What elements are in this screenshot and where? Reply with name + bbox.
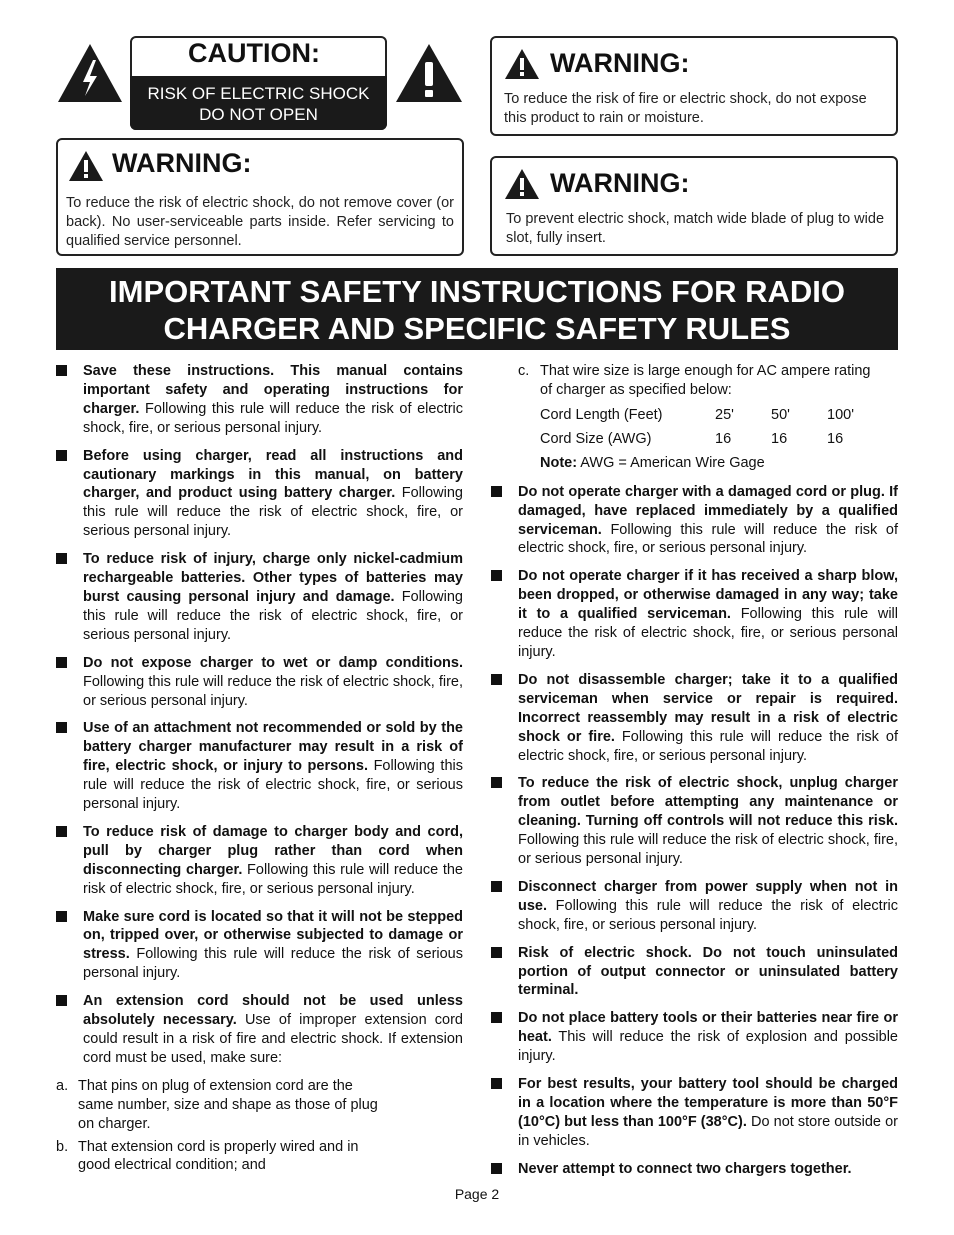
banner-line1: IMPORTANT SAFETY INSTRUCTIONS FOR RADIO bbox=[109, 274, 845, 309]
ext-item-a: a. That pins on plug of extension cord are the same number, size and shape as those of plug on charger. bbox=[56, 1077, 378, 1132]
square-bullet-icon bbox=[491, 570, 502, 581]
warning-box-moisture bbox=[490, 36, 898, 136]
safety-rule bbox=[56, 550, 463, 645]
safety-rule bbox=[491, 671, 898, 766]
safety-rule bbox=[56, 654, 463, 711]
rule-heading: Do not operate charger if it has received a sharp blow, been dropped, or otherwise damaged in any way; take it to a qualified serviceman. bbox=[518, 568, 898, 623]
right-column bbox=[491, 362, 898, 1188]
square-bullet-icon bbox=[491, 674, 502, 685]
rule-heading: To reduce the risk of electric shock, unplug charger from outlet before attempting any maintenance or cleaning. Turning off controls will not reduce this risk. bbox=[518, 775, 898, 830]
square-bullet-icon bbox=[56, 365, 67, 376]
rule-text: Following this rule will reduce the risk of electric shock, fire, or serious personal injury. bbox=[83, 673, 463, 709]
rule-heading: For best results, your battery tool should be charged in a location where the temperature is more than 50°F (10°C) but less than 100°F (38°C). bbox=[518, 1076, 898, 1130]
rule-heading: Never attempt to connect two chargers together. bbox=[518, 1160, 852, 1177]
safety-rule bbox=[491, 1075, 898, 1151]
page-number: Page 2 bbox=[454, 1186, 500, 1202]
cord-table bbox=[540, 404, 854, 452]
warning-title: WARNING: bbox=[550, 168, 690, 198]
ext-item-b: b. That extension cord is properly wired and in good electrical condition; and bbox=[56, 1138, 359, 1174]
rule-text: Following this rule will reduce the risk of electric shock, fire, or serious personal injury. bbox=[518, 728, 898, 764]
safety-rule bbox=[491, 483, 898, 559]
warning-text: To prevent electric shock, match wide blade of plug to wide slot, fully insert. bbox=[506, 211, 885, 246]
exclamation-triangle-icon bbox=[394, 42, 464, 104]
rule-heading: To reduce risk of injury, charge only nickel-cadmium rechargeable batteries. Other types of batteries may burst causing personal injury and damage. bbox=[83, 551, 463, 605]
warning-icon bbox=[68, 150, 104, 182]
electric-shock-icon bbox=[56, 42, 124, 104]
cord-table-row: Cord Size (AWG) 16 16 16 bbox=[540, 431, 844, 448]
safety-rule bbox=[491, 878, 898, 935]
square-bullet-icon bbox=[491, 1012, 502, 1023]
safety-rule bbox=[491, 944, 898, 1001]
square-bullet-icon bbox=[56, 826, 67, 837]
safety-rule bbox=[491, 774, 898, 869]
rule-heading: Do not expose charger to wet or damp conditions. bbox=[83, 654, 463, 671]
rule-heading: Use of an attachment not recommended or sold by the battery charger manufacturer may result in a risk of fire, electric shock, or injury to persons. bbox=[83, 720, 463, 775]
warning-title: WARNING: bbox=[550, 48, 690, 78]
cord-table-header-row: Cord Length (Feet) 25' 50' 100' bbox=[540, 407, 854, 424]
warning-box-plug bbox=[490, 156, 898, 256]
rule-text: Following this rule will reduce the risk of electric shock, fire, or serious personal injury. bbox=[518, 521, 898, 557]
rule-heading: Do not disassemble charger; take it to a qualified serviceman when service or repair is required. Incorrect reassembly may result in a risk of electric shock or fire. bbox=[518, 671, 898, 745]
rule-text: This will reduce the risk of explosion and possible injury. bbox=[518, 1029, 898, 1065]
caution-line2: DO NOT OPEN bbox=[199, 105, 318, 124]
rule-text: Following this rule will reduce the risk of electric shock, fire, or serious personal injury. bbox=[83, 588, 463, 643]
warning-box-cover bbox=[56, 138, 464, 256]
cord-note: Note: AWG = American Wire Gage bbox=[540, 454, 765, 471]
rule-heading: Risk of electric shock. Do not touch uninsulated portion of output connector or uninsulated battery terminal. bbox=[518, 944, 898, 999]
rule-heading: Do not operate charger with a damaged cord or plug. If damaged, have replaced immediately by a qualified serviceman. bbox=[518, 483, 898, 538]
square-bullet-icon bbox=[56, 911, 67, 922]
rule-text: Following this rule will reduce the risk of electric shock, fire, or serious personal injury. bbox=[518, 832, 898, 868]
rule-text: Use of improper extension cord could result in a risk of fire and electric shock. If extension cord must be used, make sure: bbox=[83, 1012, 464, 1066]
rule-heading: Disconnect charger from power supply when not in use. bbox=[518, 878, 898, 914]
square-bullet-icon bbox=[56, 450, 67, 461]
rule-text: Do not store outside or in vehicles. bbox=[518, 1113, 898, 1149]
warning-title: WARNING: bbox=[112, 148, 252, 178]
square-bullet-icon bbox=[491, 1078, 502, 1089]
square-bullet-icon bbox=[491, 881, 502, 892]
rule-heading: Make sure cord is located so that it will not be stepped on, tripped over, or otherwise subjected to damage or stress. bbox=[83, 908, 463, 963]
square-bullet-icon bbox=[491, 1163, 502, 1174]
safety-rule bbox=[56, 362, 463, 438]
safety-rule bbox=[56, 908, 463, 984]
rule-text: Following this rule will reduce the risk of electric shock, fire, or serious personal injury. bbox=[83, 861, 463, 897]
left-column bbox=[56, 362, 463, 1179]
rule-text: Following this rule will reduce the risk of electric shock, fire, or serious personal injury. bbox=[83, 400, 463, 436]
square-bullet-icon bbox=[491, 947, 502, 958]
square-bullet-icon bbox=[56, 995, 67, 1006]
warning-icon bbox=[504, 168, 540, 200]
square-bullet-icon bbox=[56, 657, 67, 668]
rule-heading: An extension cord should not be used unless absolutely necessary. bbox=[83, 993, 463, 1029]
safety-rule bbox=[56, 719, 463, 814]
warning-icon bbox=[504, 48, 540, 80]
safety-rule bbox=[56, 992, 463, 1068]
ext-item-c: c. That wire size is large enough for AC ampere rating of charger as specified below: bbox=[518, 363, 871, 398]
rule-heading: Do not place battery tools or their batteries near fire or heat. bbox=[518, 1010, 898, 1046]
rule-heading: Save these instructions. This manual contains important safety and operating instructions for charger. bbox=[83, 363, 463, 417]
rule-heading: Before using charger, read all instructions and cautionary markings in this manual, on battery charger, and product using battery charger. bbox=[83, 447, 463, 502]
square-bullet-icon bbox=[56, 553, 67, 564]
warning-text: To reduce the risk of fire or electric shock, do not expose this product to rain or moisture. bbox=[504, 91, 867, 126]
safety-rule bbox=[56, 823, 463, 899]
safety-rule bbox=[56, 447, 463, 542]
caution-title: CAUTION: bbox=[188, 38, 320, 68]
rule-text: Following this rule will reduce the risk of electric shock, fire, or serious personal injury. bbox=[518, 897, 898, 933]
rule-text: Following this rule will reduce the risk of electric shock, fire, or serious personal injury. bbox=[83, 485, 463, 540]
safety-rule bbox=[491, 1009, 898, 1066]
caution-label bbox=[130, 76, 387, 130]
square-bullet-icon bbox=[491, 486, 502, 497]
safety-banner bbox=[56, 268, 898, 350]
banner-line2: CHARGER AND SPECIFIC SAFETY RULES bbox=[163, 311, 791, 346]
safety-rule bbox=[491, 567, 898, 662]
rule-heading: To reduce risk of damage to charger body and cord, pull by charger plug rather than cord when disconnecting charger. bbox=[83, 823, 463, 878]
square-bullet-icon bbox=[491, 777, 502, 788]
rule-text: Following this rule will reduce the risk of electric shock, fire, or serious personal injury. bbox=[518, 606, 899, 660]
rule-text: Following this rule will reduce the risk of serious personal injury. bbox=[83, 946, 463, 982]
warning-text: To reduce the risk of electric shock, do not remove cover (or back). No user-serviceable parts inside. Refer servicing to qualified service personnel. bbox=[66, 195, 454, 249]
square-bullet-icon bbox=[56, 722, 67, 733]
safety-rule bbox=[491, 1160, 898, 1179]
caution-line1: RISK OF ELECTRIC SHOCK bbox=[147, 84, 370, 103]
rule-text: Following this rule will reduce the risk of electric shock, fire, or serious personal injury. bbox=[83, 758, 463, 813]
